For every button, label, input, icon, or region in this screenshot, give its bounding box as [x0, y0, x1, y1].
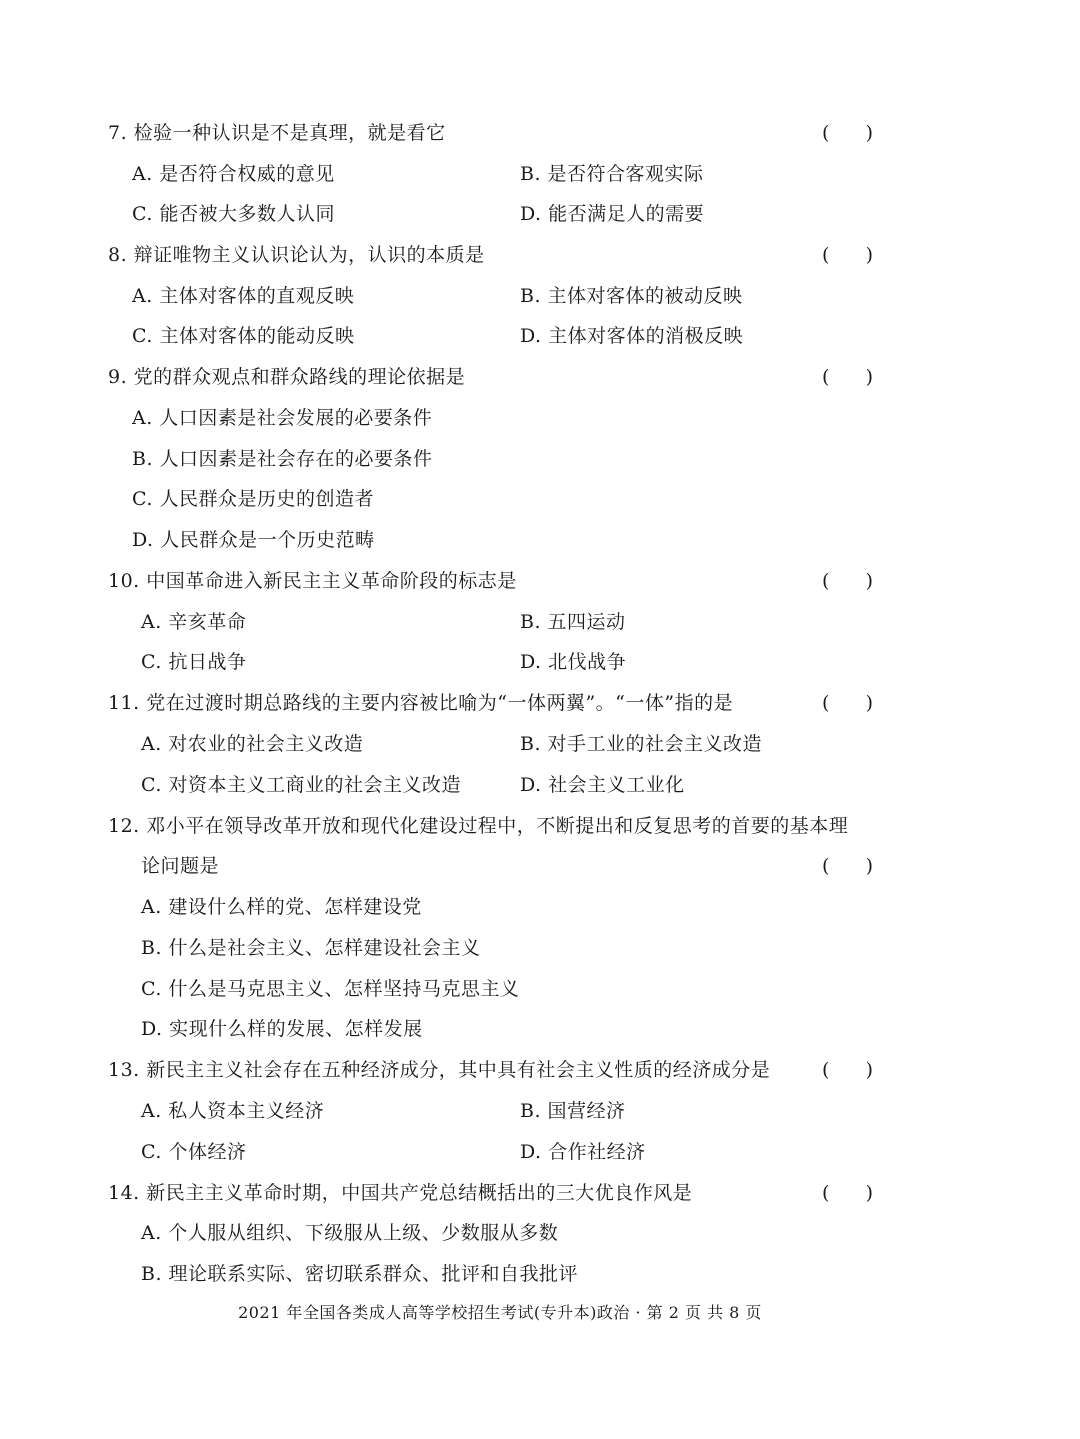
q12-option-c: C. 什么是马克思主义、怎样坚持马克思主义	[141, 978, 520, 1000]
q13-option-a: A. 私人资本主义经济	[141, 1100, 325, 1122]
q12-stem: 12. 邓小平在领导改革开放和现代化建设过程中，不断提出和反复思考的首要的基本理	[108, 815, 849, 837]
q11-option-a: A. 对农业的社会主义改造	[141, 733, 364, 755]
q9-option-c: C. 人民群众是历史的创造者	[132, 488, 374, 510]
q13-option-b: B. 国营经济	[520, 1100, 626, 1122]
q7-stem: 7. 检验一种认识是不是真理，就是看它	[108, 122, 446, 144]
q12-option-a: A. 建设什么样的党、怎样建设党	[141, 896, 422, 918]
q11-answer-bracket: ( )	[822, 692, 874, 714]
q8-option-d: D. 主体对客体的消极反映	[520, 325, 744, 347]
q10-option-d: D. 北伐战争	[520, 651, 627, 673]
q14-answer-bracket: ( )	[822, 1182, 874, 1204]
q8-option-c: C. 主体对客体的能动反映	[132, 325, 355, 347]
q7-answer-bracket: ( )	[822, 122, 874, 144]
q7-option-b: B. 是否符合客观实际	[520, 163, 704, 185]
q9-stem: 9. 党的群众观点和群众路线的理论依据是	[108, 366, 466, 388]
q9-option-b: B. 人口因素是社会存在的必要条件	[132, 448, 433, 470]
q12-option-b: B. 什么是社会主义、怎样建设社会主义	[141, 937, 481, 959]
q14-option-a: A. 个人服从组织、下级服从上级、少数服从多数	[141, 1222, 559, 1244]
q14-option-b: B. 理论联系实际、密切联系群众、批评和自我批评	[141, 1263, 579, 1285]
q10-option-b: B. 五四运动	[520, 611, 626, 633]
q11-option-d: D. 社会主义工业化	[520, 774, 685, 796]
q11-stem: 11. 党在过渡时期总路线的主要内容被比喻为“一体两翼”。“一体”指的是	[108, 692, 734, 714]
q9-option-a: A. 人口因素是社会发展的必要条件	[132, 407, 433, 429]
q14-stem: 14. 新民主主义革命时期，中国共产党总结概括出的三大优良作风是	[108, 1182, 693, 1204]
q13-stem: 13. 新民主主义社会存在五种经济成分，其中具有社会主义性质的经济成分是	[108, 1059, 771, 1081]
q11-option-c: C. 对资本主义工商业的社会主义改造	[141, 774, 461, 796]
q10-option-c: C. 抗日战争	[141, 651, 247, 673]
q12-stem-continued: 论问题是	[141, 855, 220, 877]
q8-option-a: A. 主体对客体的直观反映	[132, 285, 355, 307]
page-footer: 2021 年全国各类成人高等学校招生考试(专升本)政治 · 第 2 页 共 8 页	[238, 1303, 762, 1322]
q7-option-a: A. 是否符合权威的意见	[132, 163, 335, 185]
q10-stem: 10. 中国革命进入新民主主义革命阶段的标志是	[108, 570, 517, 592]
q12-answer-bracket: ( )	[822, 855, 874, 877]
q11-option-b: B. 对手工业的社会主义改造	[520, 733, 763, 755]
q7-option-c: C. 能否被大多数人认同	[132, 203, 335, 225]
q9-option-d: D. 人民群众是一个历史范畴	[132, 529, 375, 551]
q8-option-b: B. 主体对客体的被动反映	[520, 285, 743, 307]
q10-answer-bracket: ( )	[822, 570, 874, 592]
q9-answer-bracket: ( )	[822, 366, 874, 388]
q13-option-d: D. 合作社经济	[520, 1141, 646, 1163]
q13-option-c: C. 个体经济	[141, 1141, 247, 1163]
q8-stem: 8. 辩证唯物主义认识论认为，认识的本质是	[108, 244, 485, 266]
q7-option-d: D. 能否满足人的需要	[520, 203, 705, 225]
q12-option-d: D. 实现什么样的发展、怎样发展	[141, 1018, 423, 1040]
q13-answer-bracket: ( )	[822, 1059, 874, 1081]
q8-answer-bracket: ( )	[822, 244, 874, 266]
q10-option-a: A. 辛亥革命	[141, 611, 247, 633]
